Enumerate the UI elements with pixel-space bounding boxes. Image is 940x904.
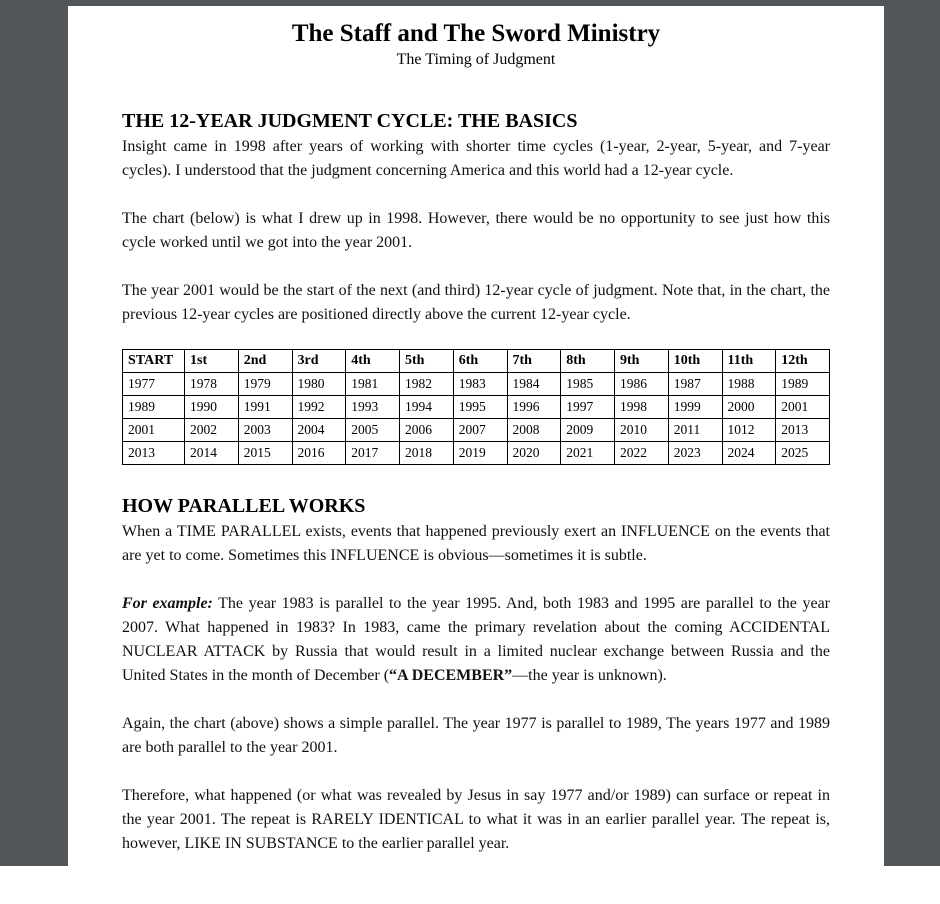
table-cell: 1991 [238,396,292,419]
table-cell: 2019 [453,442,507,465]
column-header: 4th [346,350,400,373]
table-row [123,396,830,419]
column-header: 8th [561,350,615,373]
table-cell: 1982 [400,373,454,396]
table-cell: 2010 [615,419,669,442]
table-cell: 1994 [400,396,454,419]
table-cell: 2008 [507,419,561,442]
table-cell: 2018 [400,442,454,465]
paragraph-insight: Insight came in 1998 after years of working with shorter time cycles (1-year, 2-year, 5-year, and 7-year cycles). I understood that the judgment concerning America and this world had a 12-year cycle. [122,138,830,179]
paragraph-repeat: Therefore, what happened (or what was revealed by Jesus in say 1977 and/or 1989) can surface or repeat in the year 2001. The repeat is RARELY IDENTICAL to what it was in an earlier parallel year. The repeat is, however, LIKE IN SUBSTANCE to the earlier parallel year. [122,787,830,852]
table-cell: 1984 [507,373,561,396]
table-cell: 1988 [722,373,776,396]
paragraph-chart: The chart (below) is what I drew up in 1998. However, there would be no opportunity to see just how this cycle worked until we got into the year 2001. [122,210,830,251]
table-cell: 2017 [346,442,400,465]
section-heading-parallel: HOW PARALLEL WORKS [122,495,366,517]
document-page [68,6,884,866]
table-cell: 1999 [668,396,722,419]
table-cell: 1979 [238,373,292,396]
table-cell: 2021 [561,442,615,465]
section-heading-cycle: THE 12-YEAR JUDGMENT CYCLE: THE BASICS [122,110,578,132]
table-cell: 1997 [561,396,615,419]
table-cell: 1992 [292,396,346,419]
example-lead: For example: [122,595,213,612]
table-cell: 1989 [123,396,185,419]
table-cell: 2023 [668,442,722,465]
table-cell: 1996 [507,396,561,419]
example-tail: —the year is unknown). [512,667,667,684]
table-cell: 1990 [185,396,239,419]
table-cell: 2005 [346,419,400,442]
document-title: The Staff and The Sword Ministry [291,20,661,47]
table-cell: 1980 [292,373,346,396]
table-cell: 1993 [346,396,400,419]
table-cell: 2013 [123,442,185,465]
table-cell: 2000 [722,396,776,419]
table-cell: 1998 [615,396,669,419]
cycle-table [122,349,830,465]
table-cell: 2025 [776,442,830,465]
table-cell: 2011 [668,419,722,442]
table-cell: 2009 [561,419,615,442]
table-cell: 1995 [453,396,507,419]
table-cell: 2013 [776,419,830,442]
table-row [123,373,830,396]
example-body: The year 1983 is parallel to the year 1995. And, both 1983 and 1995 are parallel to the year 2007. What happened in 1983? In 1983, came the primary revelation about the coming ACCIDENTAL NUCLEAR ATTACK by Russia that would result in a limited nuclear exchange between Russia and the United States in the month of December ( [122,595,830,684]
table-cell: 2014 [185,442,239,465]
table-cell: 2002 [185,419,239,442]
column-header: 11th [722,350,776,373]
table-cell: 2001 [123,419,185,442]
table-cell: 1981 [346,373,400,396]
table-cell: 1977 [123,373,185,396]
table-row [123,419,830,442]
table-cell: 2007 [453,419,507,442]
table-cell: 1978 [185,373,239,396]
paragraph-example [122,592,830,688]
table-row [123,442,830,465]
paragraph-third-cycle: The year 2001 would be the start of the next (and third) 12-year cycle of judgment. Note that, in the chart, the previous 12-year cycles are positioned directly above the current 12-year cycle. [122,282,830,323]
table-cell: 1986 [615,373,669,396]
column-header: 6th [453,350,507,373]
table-cell: 2003 [238,419,292,442]
table-cell: 2006 [400,419,454,442]
column-header: START [123,350,185,373]
column-header: 1st [185,350,239,373]
table-cell: 1983 [453,373,507,396]
document-subtitle: The Timing of Judgment [396,51,556,68]
table-cell: 1987 [668,373,722,396]
table-cell: 1985 [561,373,615,396]
column-header: 10th [668,350,722,373]
table-cell: 2020 [507,442,561,465]
table-cell: 2004 [292,419,346,442]
table-cell: 2022 [615,442,669,465]
column-header: 5th [400,350,454,373]
table-cell: 2001 [776,396,830,419]
table-cell: 1012 [722,419,776,442]
column-header: 3rd [292,350,346,373]
example-quote: “A DECEMBER” [389,667,513,684]
table-cell: 2015 [238,442,292,465]
column-header: 9th [615,350,669,373]
column-header: 12th [776,350,830,373]
table-cell: 1989 [776,373,830,396]
table-cell: 2016 [292,442,346,465]
table-cell: 2024 [722,442,776,465]
paragraph-time-parallel: When a TIME PARALLEL exists, events that happened previously exert an INFLUENCE on the events that are yet to come. Sometimes this INFLUENCE is obvious—sometimes it is subtle. [122,523,830,564]
column-header: 2nd [238,350,292,373]
column-header: 7th [507,350,561,373]
table-header-row [123,350,830,373]
paragraph-simple-parallel: Again, the chart (above) shows a simple parallel. The year 1977 is parallel to 1989, The years 1977 and 1989 are both parallel to the year 2001. [122,715,830,756]
